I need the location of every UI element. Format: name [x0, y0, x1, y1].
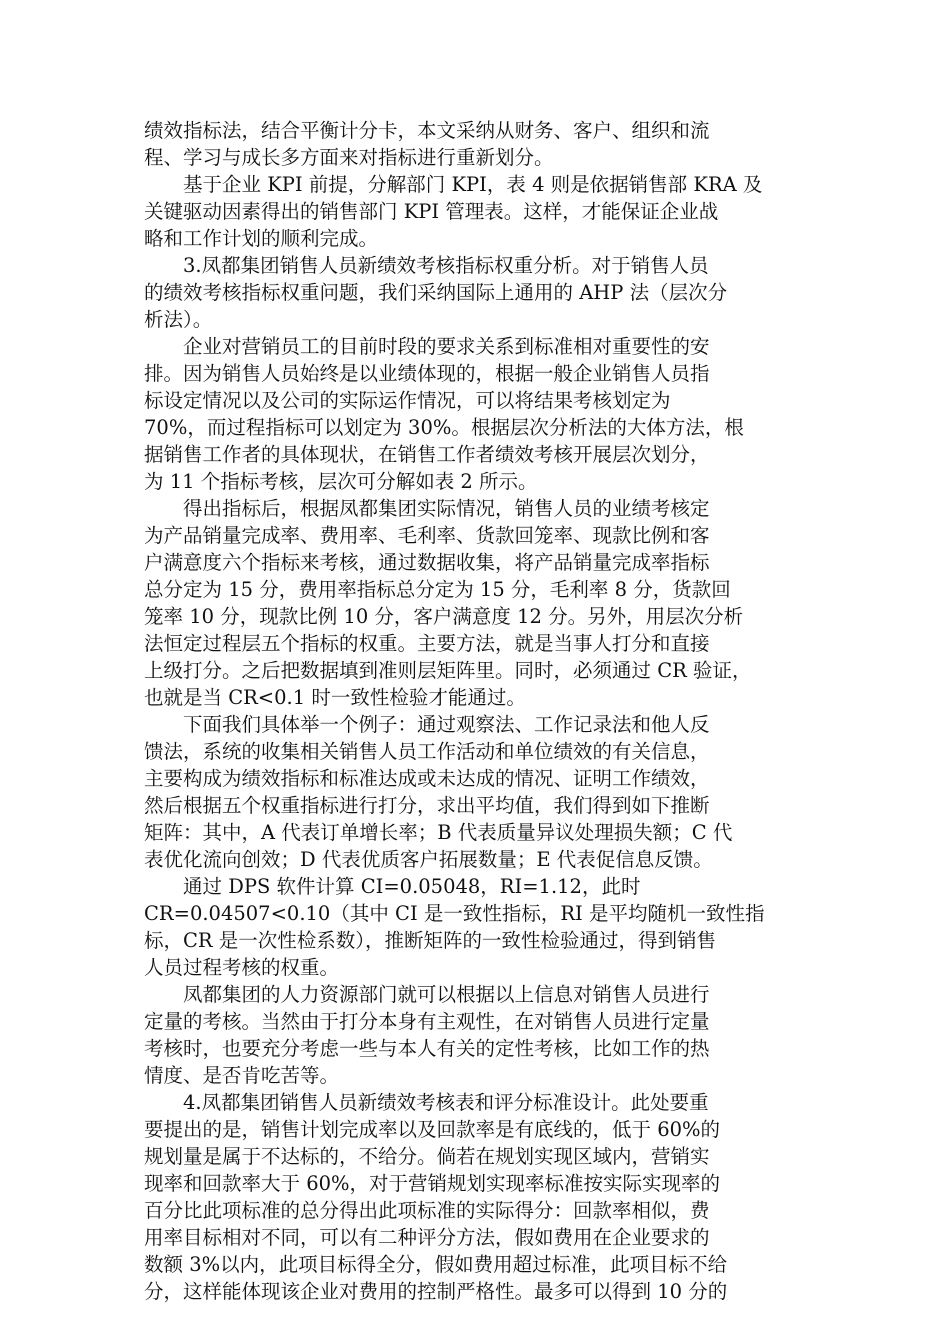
text-line: 规划量是属于不达标的，不给分。倘若在规划实现区域内，营销实: [144, 1145, 710, 1168]
text-line: 的绩效考核指标权重问题，我们采纳国际上通用的 AHP 法（层次分: [144, 281, 728, 304]
text-line: 情度、是否肯吃苦等。: [144, 1064, 340, 1087]
text-line: 排。因为销售人员始终是以业绩体现的，根据一般企业销售人员指: [144, 362, 710, 385]
text-line: 标，CR 是一次性检系数），推断矩阵的一致性检验通过，得到销售: [144, 929, 717, 952]
text-line: 凤都集团的人力资源部门就可以根据以上信息对销售人员进行: [144, 983, 710, 1006]
text-line: 数额 3%以内，此项目标得全分，假如费用超过标准，此项目标不给: [144, 1253, 728, 1276]
text-line: 现率和回款率大于 60%，对于营销规划实现率标准按实际实现率的: [144, 1172, 721, 1195]
text-line: 为产品销量完成率、费用率、毛利率、货款回笼率、现款比例和客: [144, 524, 710, 547]
text-line: 户满意度六个指标来考核，通过数据收集，将产品销量完成率指标: [144, 551, 710, 574]
text-line: 要提出的是，销售计划完成率以及回款率是有底线的，低于 60%的: [144, 1118, 721, 1141]
text-line: 析法）。: [144, 308, 213, 331]
text-line: 然后根据五个权重指标进行打分，求出平均值，我们得到如下推断: [144, 794, 710, 817]
text-line: 下面我们具体举一个例子：通过观察法、工作记录法和他人反: [144, 713, 710, 736]
text-line: 得出指标后，根据凤都集团实际情况，销售人员的业绩考核定: [144, 497, 710, 520]
text-line: 4.凤都集团销售人员新绩效考核表和评分标准设计。此处要重: [144, 1091, 709, 1114]
text-line: 程、学习与成长多方面来对指标进行重新划分。: [144, 146, 554, 169]
text-line: 标设定情况以及公司的实际运作情况，可以将结果考核划定为: [144, 389, 671, 412]
text-line: 为 11 个指标考核，层次可分解如表 2 所示。: [144, 470, 538, 493]
text-line: 70%，而过程指标可以划定为 30%。根据层次分析法的大体方法，根: [144, 416, 744, 439]
text-line: 人员过程考核的权重。: [144, 956, 340, 979]
text-line: 馈法，系统的收集相关销售人员工作活动和单位绩效的有关信息，: [144, 740, 710, 763]
text-line: 法恒定过程层五个指标的权重。主要方法，就是当事人打分和直接: [144, 632, 710, 655]
text-line: 矩阵：其中，A 代表订单增长率；B 代表质量异议处理损失额；C 代: [144, 821, 733, 844]
text-line: 通过 DPS 软件计算 CI=0.05048，RI=1.12，此时: [144, 875, 641, 898]
text-line: 分，这样能体现该企业对费用的控制严格性。最多可以得到 10 分的: [144, 1280, 728, 1303]
text-line: 略和工作计划的顺利完成。: [144, 227, 379, 250]
text-line: 上级打分。之后把数据填到准则层矩阵里。同时，必须通过 CR 验证，: [144, 659, 752, 682]
text-line: 定量的考核。当然由于打分本身有主观性，在对销售人员进行定量: [144, 1010, 710, 1033]
text-line: 用率目标相对不同，可以有二种评分方法，假如费用在企业要求的: [144, 1226, 710, 1249]
text-line: 表优化流向创效；D 代表优质客户拓展数量；E 代表促信息反馈。: [144, 848, 713, 871]
text-line: 3.凤都集团销售人员新绩效考核指标权重分析。对于销售人员: [144, 254, 709, 277]
text-line: 绩效指标法，结合平衡计分卡，本文采纳从财务、客户、组织和流: [144, 119, 710, 142]
text-line: 据销售工作者的具体现状，在销售工作者绩效考核开展层次划分，: [144, 443, 710, 466]
text-line: 基于企业 KPI 前提，分解部门 KPI，表 4 则是依据销售部 KRA 及: [144, 173, 763, 196]
text-line: CR=0.04507<0.10（其中 CI 是一致性指标，RI 是平均随机一致性指: [144, 902, 765, 925]
text-line: 总分定为 15 分，费用率指标总分定为 15 分，毛利率 8 分，货款回: [144, 578, 731, 601]
text-line: 关键驱动因素得出的销售部门 KPI 管理表。这样，才能保证企业战: [144, 200, 719, 223]
text-line: 也就是当 CR<0.1 时一致性检验才能通过。: [144, 686, 526, 709]
text-line: 考核时，也要充分考虑一些与本人有关的定性考核，比如工作的热: [144, 1037, 710, 1060]
text-line: 笼率 10 分，现款比例 10 分，客户满意度 12 分。另外，用层次分析: [144, 605, 744, 628]
text-line: 主要构成为绩效指标和标准达成或未达成的情况、证明工作绩效，: [144, 767, 710, 790]
text-line: 企业对营销员工的目前时段的要求关系到标准相对重要性的安: [144, 335, 710, 358]
text-line: 百分比此项标准的总分得出此项标准的实际得分：回款率相似，费: [144, 1199, 710, 1222]
